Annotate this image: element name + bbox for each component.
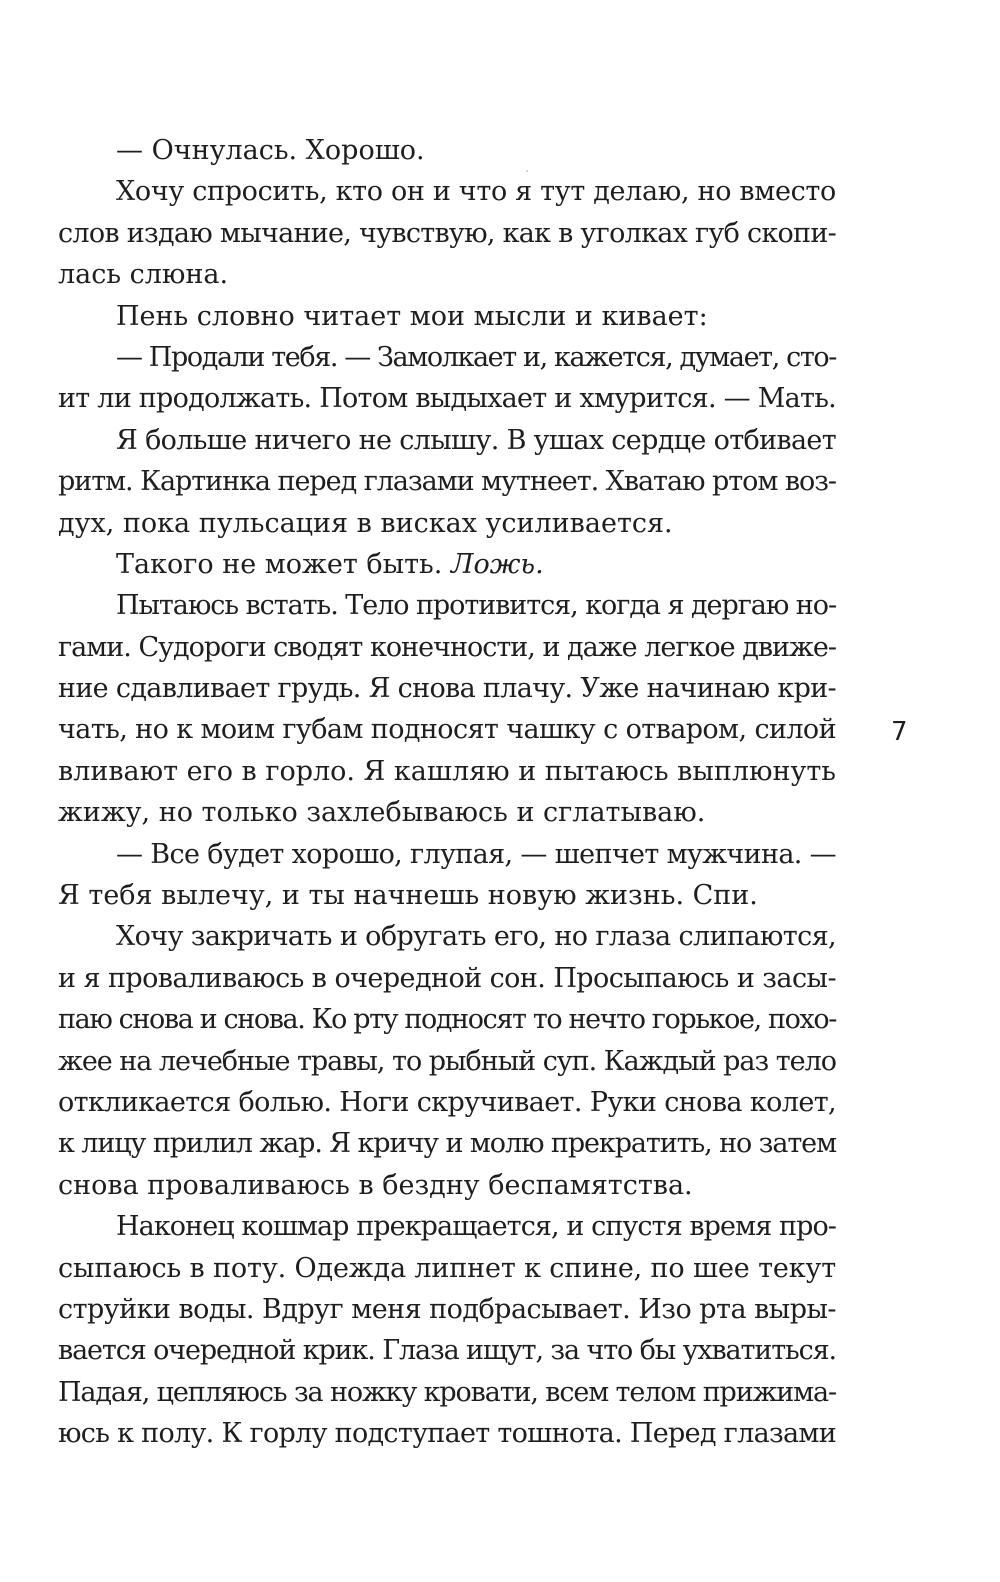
text-line	[58, 916, 836, 957]
text-line-content: паю снова и снова. Ко рту подносят то нечто горькое, похо-	[58, 1004, 836, 1036]
text-line-content: — Все будет хорошо, глупая, — шепчет мужчина. —	[116, 838, 837, 870]
page-number: 7	[891, 717, 908, 747]
text-line-content: жее на лечебные травы, то рыбный суп. Каждый раз тело	[58, 1045, 836, 1077]
text-line	[58, 1248, 836, 1289]
body-text	[58, 130, 836, 1455]
text-line	[58, 792, 836, 833]
text-line	[58, 1289, 836, 1330]
text-line-content: к лицу прилил жар. Я кричу и молю прекратить, но затем	[58, 1128, 836, 1160]
italic-word: Ложь.	[450, 548, 544, 580]
text-line	[58, 668, 836, 709]
text-line	[58, 1165, 836, 1206]
text-line-content: Хочу закричать и обругать его, но глаза слипаются,	[116, 921, 836, 953]
text-line	[58, 213, 836, 254]
text-line-content: Падая, цепляюсь за ножку кровати, всем телом прижима-	[58, 1376, 836, 1408]
text-line-content: вается очередной крик. Глаза ищут, за что бы ухватиться.	[58, 1335, 836, 1367]
text-line-content: Пытаюсь встать. Тело противится, когда я дергаю но-	[116, 590, 837, 622]
text-line-content: вливают его в горло. Я кашляю и пытаюсь выплюнуть	[58, 755, 836, 787]
text-line	[58, 130, 836, 171]
text-line	[58, 1123, 836, 1164]
text-line-content: — Продали тебя. — Замолкает и, кажется, думает, сто-	[116, 341, 836, 373]
text-line-content: и я проваливаюсь в очередной сон. Просыпаюсь и засы-	[58, 962, 837, 994]
text-line-content: Такого не может быть.	[116, 548, 451, 580]
text-line	[58, 378, 836, 419]
text-line	[58, 1206, 836, 1247]
text-line-content: сыпаюсь в поту. Одежда липнет к спине, по шее текут	[58, 1252, 837, 1284]
text-line	[58, 461, 836, 502]
text-line-content: чать, но к моим губам подносят чашку с отваром, силой	[58, 714, 836, 746]
text-line-content: ит ли продолжать. Потом выдыхает и хмурится. — Мать.	[58, 383, 836, 415]
text-line	[58, 875, 836, 916]
text-line	[58, 544, 836, 585]
text-line	[58, 296, 836, 337]
text-line-content: юсь к полу. К горлу подступает тошнота. Перед глазами	[58, 1418, 836, 1450]
text-line-content: дух, пока пульсация в висках усиливается.	[58, 507, 673, 539]
text-line-content: струйки воды. Вдруг меня подбрасывает. Изо рта выры-	[58, 1293, 837, 1325]
text-line-content: Я больше ничего не слышу. В ушах сердце отбивает	[116, 424, 836, 456]
text-line	[58, 1330, 836, 1371]
text-line-content: лась слюна.	[58, 259, 229, 291]
text-line	[58, 585, 836, 626]
text-line	[58, 834, 836, 875]
text-line-content: жижу, но только захлебываюсь и сглатываю.	[58, 797, 706, 829]
text-line-content: Пень словно читает мои мысли и кивает:	[116, 300, 708, 332]
text-line	[58, 337, 836, 378]
text-line	[58, 1413, 836, 1454]
text-line-content: Хочу спросить, кто он и что я тут делаю, но вместо	[116, 176, 836, 208]
text-line	[58, 503, 836, 544]
text-line-content: ритм. Картинка перед глазами мутнеет. Хватаю ртом воз-	[58, 466, 837, 498]
text-line-content: Наконец кошмар прекращается, и спустя время про-	[116, 1211, 837, 1243]
text-line-content: гами. Судороги сводят конечности, и даже легкое движе-	[58, 631, 836, 663]
text-line-content: ние сдавливает грудь. Я снова плачу. Уже начинаю кри-	[58, 673, 836, 705]
text-line	[58, 751, 836, 792]
text-line	[58, 958, 836, 999]
text-line	[58, 999, 836, 1040]
text-line-content: — Очнулась. Хорошо.	[116, 135, 425, 166]
text-line	[58, 627, 836, 668]
text-line-content: снова проваливаюсь в бездну беспамятства.	[58, 1169, 693, 1201]
text-line	[58, 1041, 836, 1082]
text-line-content: откликается болью. Ноги скручивает. Руки снова колет,	[58, 1086, 837, 1118]
text-line	[58, 420, 836, 461]
text-line-content: слов издаю мычание, чувствую, как в уголках губ скопи-	[58, 217, 837, 249]
text-line	[58, 709, 836, 750]
text-line-content: Я тебя вылечу, и ты начнешь новую жизнь. Спи.	[58, 880, 758, 912]
text-line	[58, 1372, 836, 1413]
text-line	[58, 171, 836, 212]
text-line	[58, 254, 836, 295]
text-line	[58, 1082, 836, 1123]
